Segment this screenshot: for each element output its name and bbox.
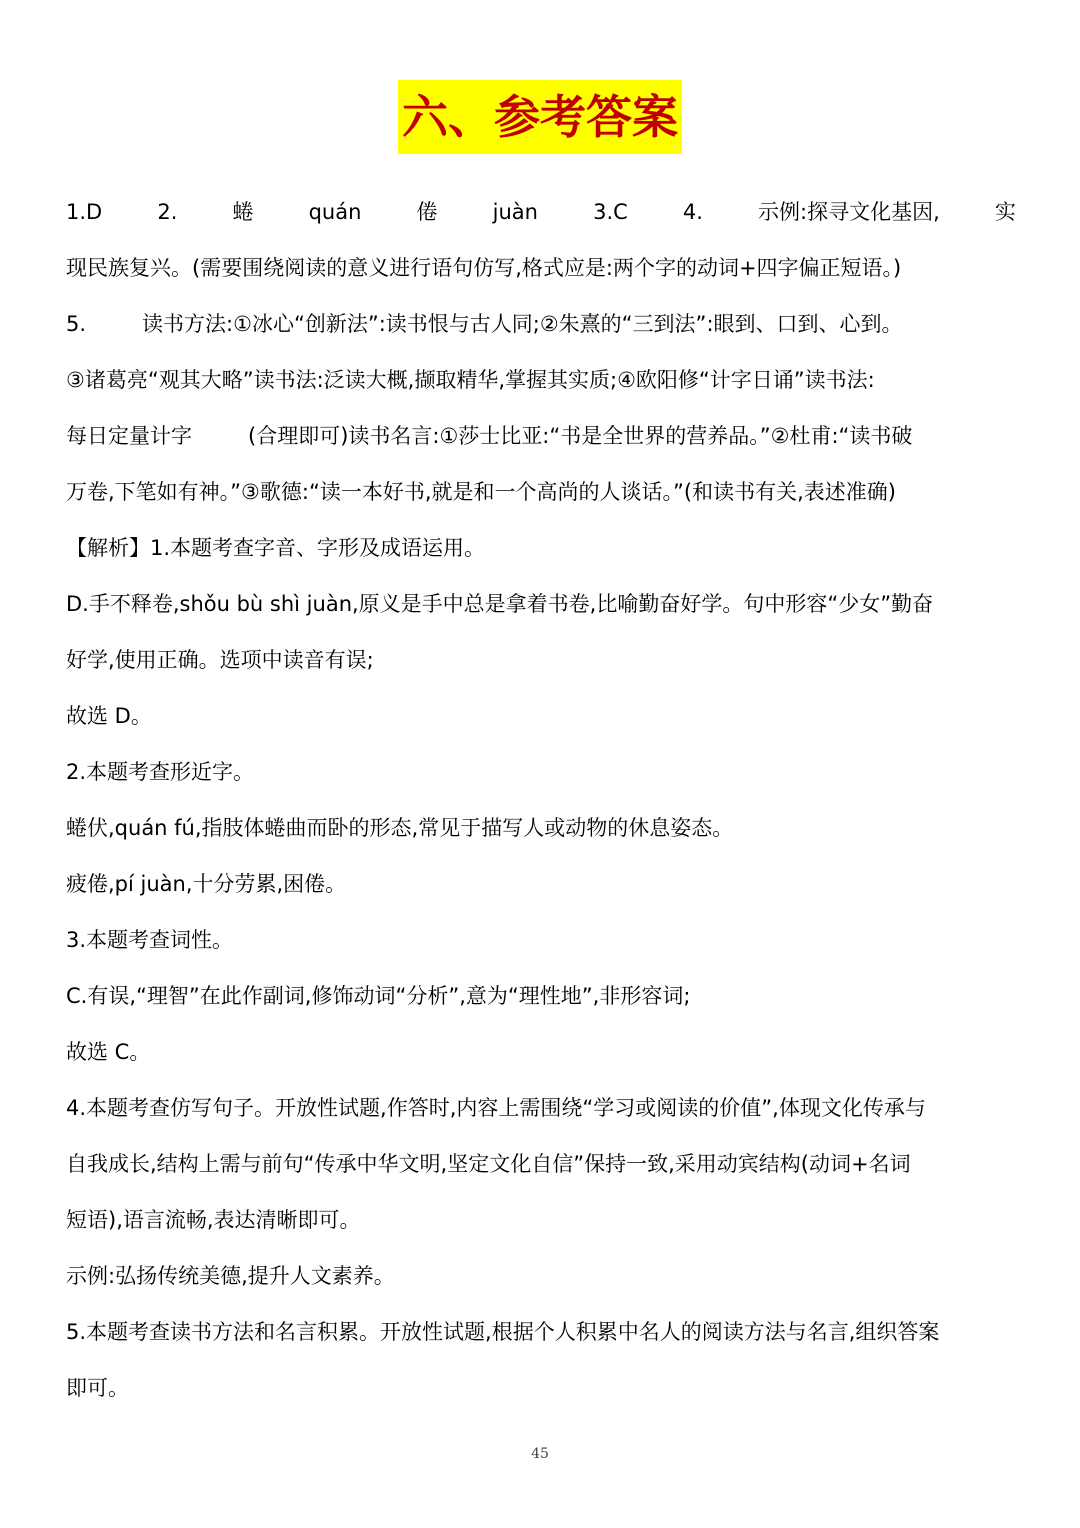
answers-line-4: ③诸葛亮“观其大略”读书法:泛读大概,撷取精华,掌握其实质;④欧阳修“计字日诵”读书法: [66,368,875,392]
answers-line-5-b: (合理即可)读书名言:①莎士比亚:“书是全世界的营养品。”②杜甫:“读书破 [248,424,913,448]
answers-line-6: 万卷,下笔如有神。”③歌德:“读一本好书,就是和一个高尚的人谈话。”(和读书有关,表述准确) [66,480,896,504]
analysis-q4-line-2: 自我成长,结构上需与前句“传承中华文明,坚定文化自信”保持一致,采用动宾结构(动词+名词 [66,1152,911,1176]
analysis-q3-conclusion: 故选 C。 [66,1040,151,1064]
analysis-q1-line-1: D.手不释卷,shǒu bù shì juàn,原义是手中总是拿着书卷,比喻勤奋好学。句中形容“少女”勤奋 [66,592,934,616]
analysis-q2-heading: 2.本题考查形近字。 [66,760,255,784]
page-title: 六、参考答案 [398,80,682,154]
answer-2-char-2: 倦 [416,200,438,224]
analysis-q4-line-1: 4.本题考查仿写句子。开放性试题,作答时,内容上需围绕“学习或阅读的价值”,体现文化传承与 [66,1096,926,1120]
answers-line-2: 现民族复兴。(需要围绕阅读的意义进行语句仿写,格式应是:两个字的动词+四字偏正短语。) [66,256,902,280]
analysis-q3-line-1: C.有误,“理智”在此作副词,修饰动词“分析”,意为“理性地”,非形容词; [66,984,691,1008]
answer-content [66,184,1016,1416]
analysis-q4-line-3: 短语),语言流畅,表达清晰即可。 [66,1208,361,1232]
answers-line-1 [66,184,1016,240]
analysis-q2-line-2: 疲倦,pí juàn,十分劳累,困倦。 [66,872,347,896]
answer-4-example: 示例:探寻文化基因, [758,200,940,224]
answer-2-label: 2. [157,200,178,224]
answer-4-continued: 实 [994,200,1016,224]
answer-2-pinyin-2: juàn [492,200,538,224]
answers-line-5-a: 每日定量计字 [66,424,192,448]
answer-2-char-1: 蜷 [232,200,254,224]
analysis-q1-conclusion: 故选 D。 [66,704,152,728]
analysis-q2-line-1: 蜷伏,quán fú,指肢体蜷曲而卧的形态,常见于描写人或动物的休息姿态。 [66,816,734,840]
title-block [0,80,1080,154]
answer-5-label: 5. [66,312,87,336]
answers-line-5 [66,408,1016,464]
analysis-q4-example: 示例:弘扬传统美德,提升人文素养。 [66,1264,395,1288]
answer-5-text: 读书方法:①冰心“创新法”:读书恨与古人同;②朱熹的“三到法”:眼到、口到、心到。 [142,312,903,336]
answer-2-pinyin-1: quán [308,200,362,224]
analysis-q5-line-1: 5.本题考查读书方法和名言积累。开放性试题,根据个人积累中名人的阅读方法与名言,组织答案 [66,1320,940,1344]
answer-4-label: 4. [682,200,703,224]
analysis-q3-heading: 3.本题考查词性。 [66,928,234,952]
page-number: 45 [531,1446,549,1462]
analysis-heading: 【解析】1.本题考查字音、字形及成语运用。 [66,536,486,560]
analysis-q5-line-2: 即可。 [66,1376,129,1400]
answers-line-3 [66,296,1016,352]
analysis-q1-line-2: 好学,使用正确。选项中读音有误; [66,648,374,672]
answer-1: 1.D [66,200,103,224]
answer-3: 3.C [593,200,628,224]
